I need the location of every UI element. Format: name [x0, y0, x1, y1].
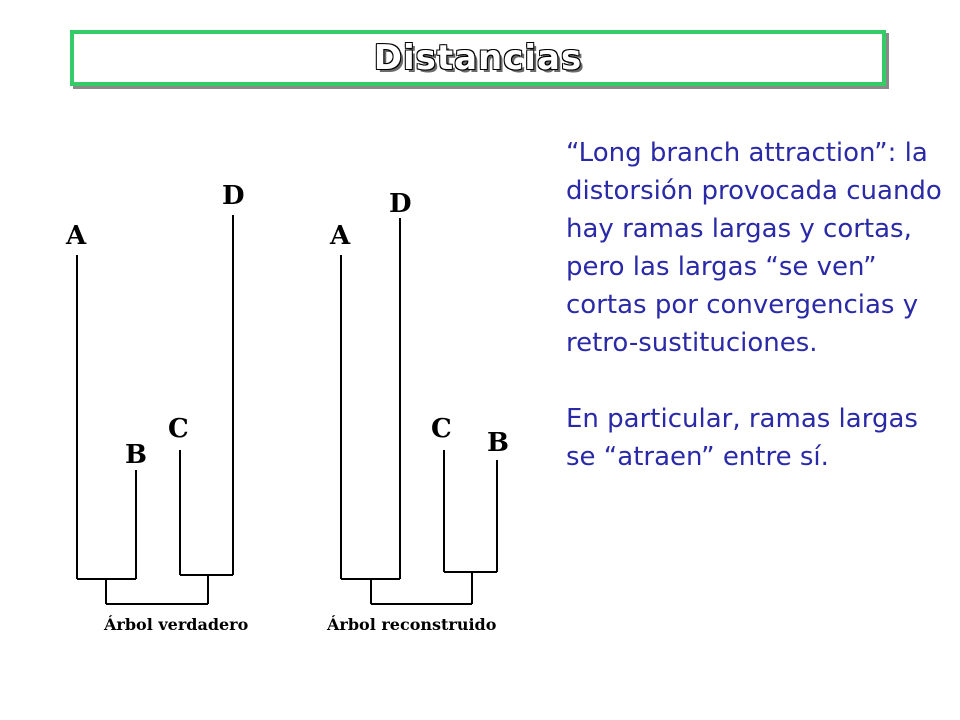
- true-tree: [65, 181, 249, 634]
- leaf-label-a: A: [66, 221, 87, 251]
- reconstructed-tree-caption: Árbol reconstruido: [327, 615, 497, 634]
- leaf-label-c: C: [431, 414, 452, 444]
- leaf-label-b: B: [487, 428, 509, 458]
- leaf-label-b: B: [125, 440, 147, 470]
- leaf-label-a: A: [330, 221, 351, 251]
- leaf-label-d: D: [389, 189, 412, 219]
- reconstructed-tree: [326, 189, 509, 634]
- leaf-label-c: C: [168, 414, 189, 444]
- page-title: Distancias: [373, 38, 583, 78]
- description-paragraph-2: En particular, ramas largas se “atraen” entre sí.: [566, 404, 918, 472]
- description-paragraph-1: “Long branch attraction”: la distorsión provocada cuando hay ramas largas y cortas, pero las largas “se ven” cortas por convergencias y retro-sustituciones.: [566, 138, 942, 358]
- description-text: [566, 134, 951, 476]
- leaf-label-d: D: [222, 181, 245, 211]
- true-tree-caption: Árbol verdadero: [104, 615, 249, 634]
